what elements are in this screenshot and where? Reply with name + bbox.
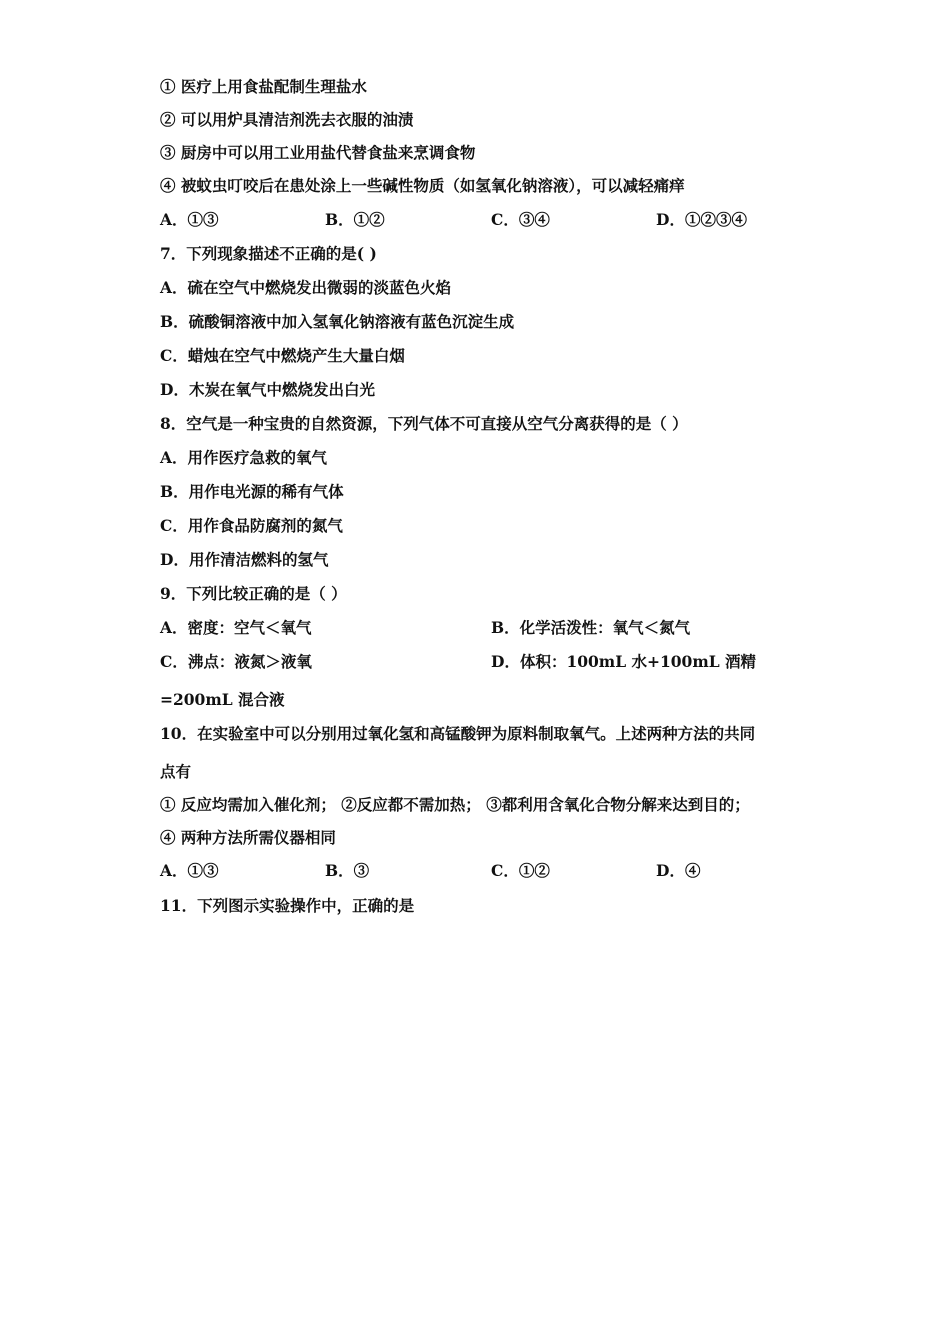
q9-stem: 9．下列比较正确的是（ ） (160, 584, 347, 603)
q11-stem: 11．下列图示实验操作中，正确的是 (160, 896, 415, 915)
q6-statement-2: ② 可以用炉具清洁剂洗去衣服的油渍 (160, 110, 414, 129)
q8-option-c: C．用作食品防腐剂的氮气 (160, 516, 343, 535)
q9-option-b: B．化学活泼性：氧气＜氮气 (491, 618, 691, 637)
q6-statement-1: ① 医疗上用食盐配制生理盐水 (160, 77, 367, 96)
q6-option-a: A．①③ (160, 210, 219, 229)
q10-option-d: D．④ (656, 861, 701, 880)
q6-option-c: C．③④ (491, 210, 550, 229)
q8-option-d: D．用作清洁燃料的氢气 (160, 550, 329, 569)
q7-option-b: B．硫酸铜溶液中加入氢氧化钠溶液有蓝色沉淀生成 (160, 312, 515, 331)
q9-option-c: C．沸点：液氮＞液氧 (160, 652, 312, 671)
q7-stem: 7．下列现象描述不正确的是( ) (160, 244, 377, 263)
q9-option-d: D．体积：100mL 水+100mL 酒精 (491, 652, 757, 671)
q6-statement-4: ④ 被蚊虫叮咬后在患处涂上一些碱性物质（如氢氧化钠溶液），可以减轻痛痒 (160, 176, 685, 195)
q10-option-c: C．①② (491, 861, 550, 880)
q8-option-b: B．用作电光源的稀有气体 (160, 482, 344, 501)
q7-option-d: D．木炭在氧气中燃烧发出白光 (160, 380, 375, 399)
q6-statement-3: ③ 厨房中可以用工业用盐代替食盐来烹调食物 (160, 143, 476, 162)
q9-option-d-continuation: =200mL 混合液 (160, 690, 285, 709)
q10-option-b: B．③ (325, 861, 370, 880)
q10-statements-line1: ① 反应均需加入催化剂； ②反应都不需加热； ③都利用含氧化合物分解来达到目的； (160, 795, 750, 814)
q6-option-b: B．①② (325, 210, 385, 229)
q10-stem-line1: 10．在实验室中可以分别用过氧化氢和高锰酸钾为原料制取氧气。上述两种方法的共同 (160, 724, 756, 743)
q10-statements-line2: ④ 两种方法所需仪器相同 (160, 828, 336, 847)
q10-stem-line2: 点有 (160, 762, 192, 781)
q8-stem: 8．空气是一种宝贵的自然资源，下列气体不可直接从空气分离获得的是（ ） (160, 414, 688, 433)
q6-option-d: D．①②③④ (656, 210, 747, 229)
q10-option-a: A．①③ (160, 861, 219, 880)
q8-option-a: A．用作医疗急救的氧气 (160, 448, 328, 467)
q7-option-a: A．硫在空气中燃烧发出微弱的淡蓝色火焰 (160, 278, 452, 297)
q7-option-c: C．蜡烛在空气中燃烧产生大量白烟 (160, 346, 405, 365)
q9-option-a: A．密度：空气＜氧气 (160, 618, 312, 637)
